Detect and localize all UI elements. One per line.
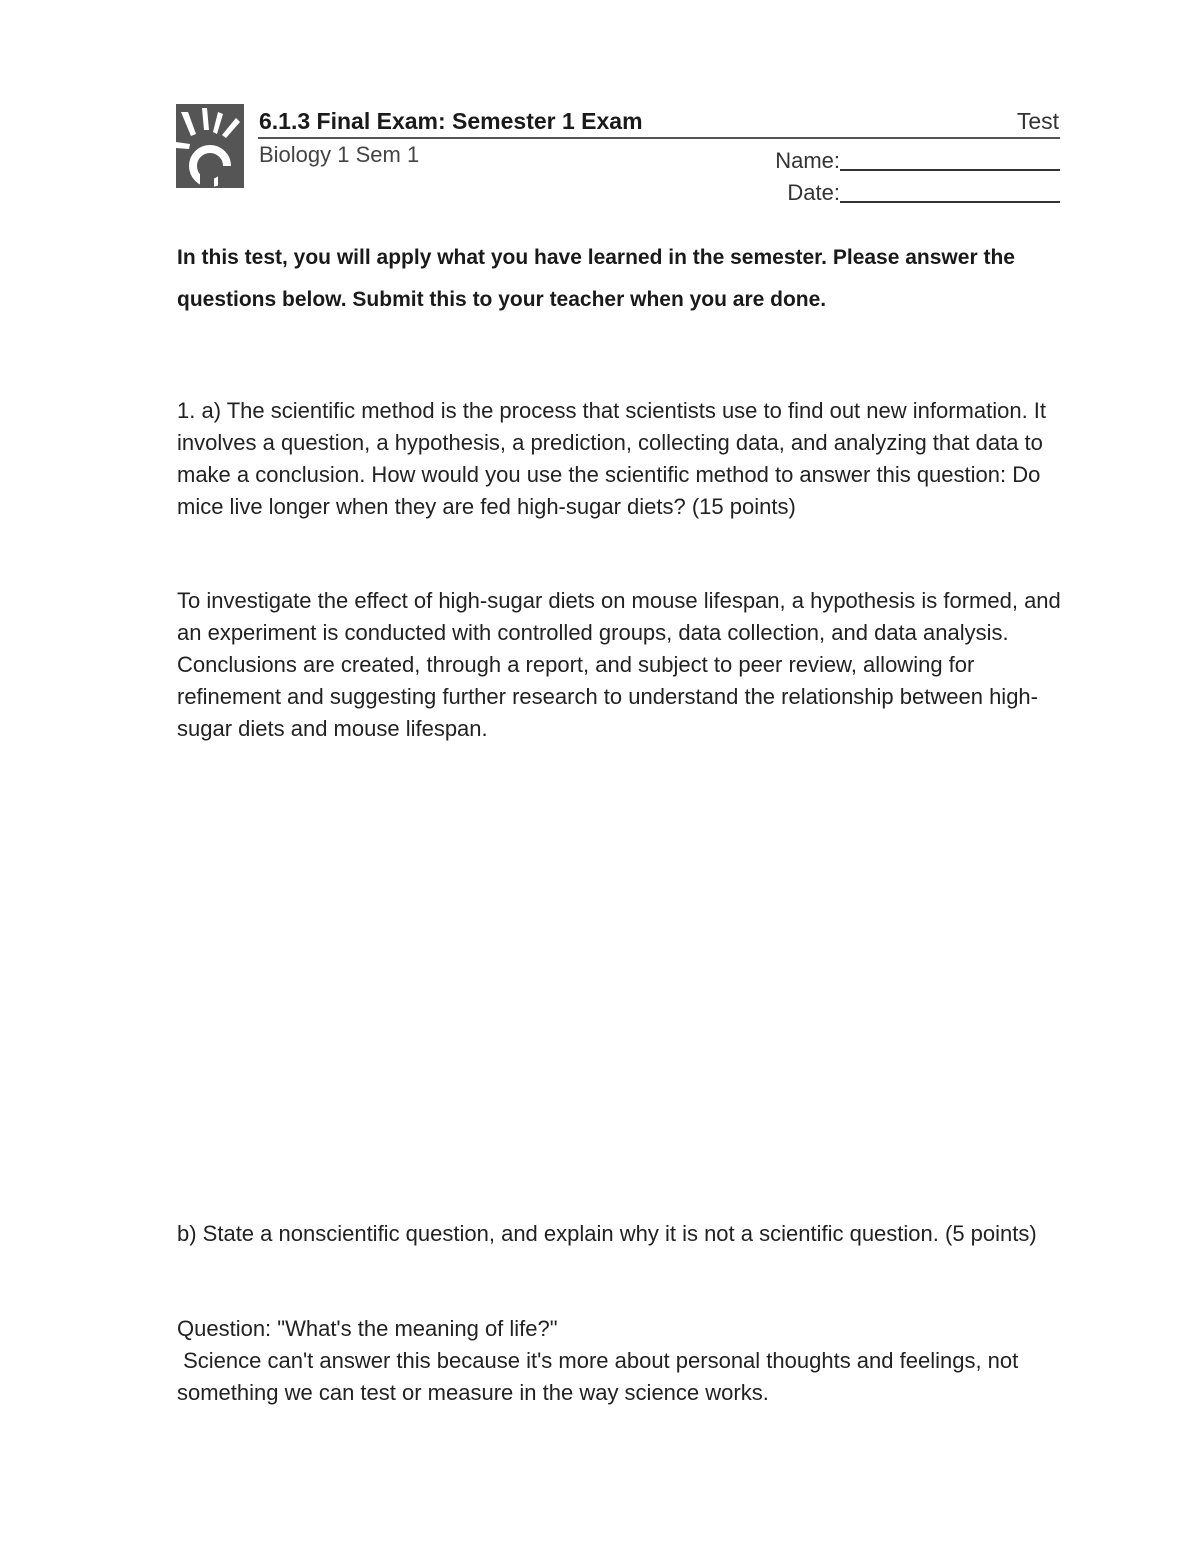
date-label: Date: [787,180,840,205]
course-name: Biology 1 Sem 1 [259,142,420,167]
date-field [787,176,1060,206]
page-title: 6.1.3 Final Exam: Semester 1 Exam [259,108,643,134]
header-divider [258,137,1060,139]
test-instructions: In this test, you will apply what you have learned in the semester. Please answer the questions below. Submit this to your teacher when you are done. [177,246,1015,311]
sunburst-lightbulb-logo-icon [176,104,244,188]
date-blank-line[interactable] [840,198,1060,203]
name-label: Name: [775,148,840,173]
question-1a-prompt: 1. a) The scientific method is the process that scientists use to find out new information. It involves a question, a hypothesis, a prediction, collecting data, and analyzing that data to make a conclusion. How would you use the scientific method to answer this question: Do mice live longer when they are fed high-sugar diets? (15 points) [177,398,1047,519]
name-blank-line[interactable] [840,166,1060,171]
question-1b-prompt: b) State a nonscientific question, and explain why it is not a scientific question. (5 points) [177,1221,1037,1246]
question-1a-answer: To investigate the effect of high-sugar diets on mouse lifespan, a hypothesis is formed, and an experiment is conducted with controlled groups, data collection, and data analysis. Conclusions are created, through a report, and subject to peer review, allowing for refinement and suggesting further research to understand the relationship between high-sugar diets and mouse lifespan. [177,588,1061,741]
question-1b-answer: Science can't answer this because it's more about personal thoughts and feelings, not something we can test or measure in the way science works. [177,1348,1025,1405]
question-1b-answer-question: Question: "What's the meaning of life?" [177,1316,558,1341]
name-field [775,144,1060,174]
document-type-label: Test [1016,108,1059,134]
